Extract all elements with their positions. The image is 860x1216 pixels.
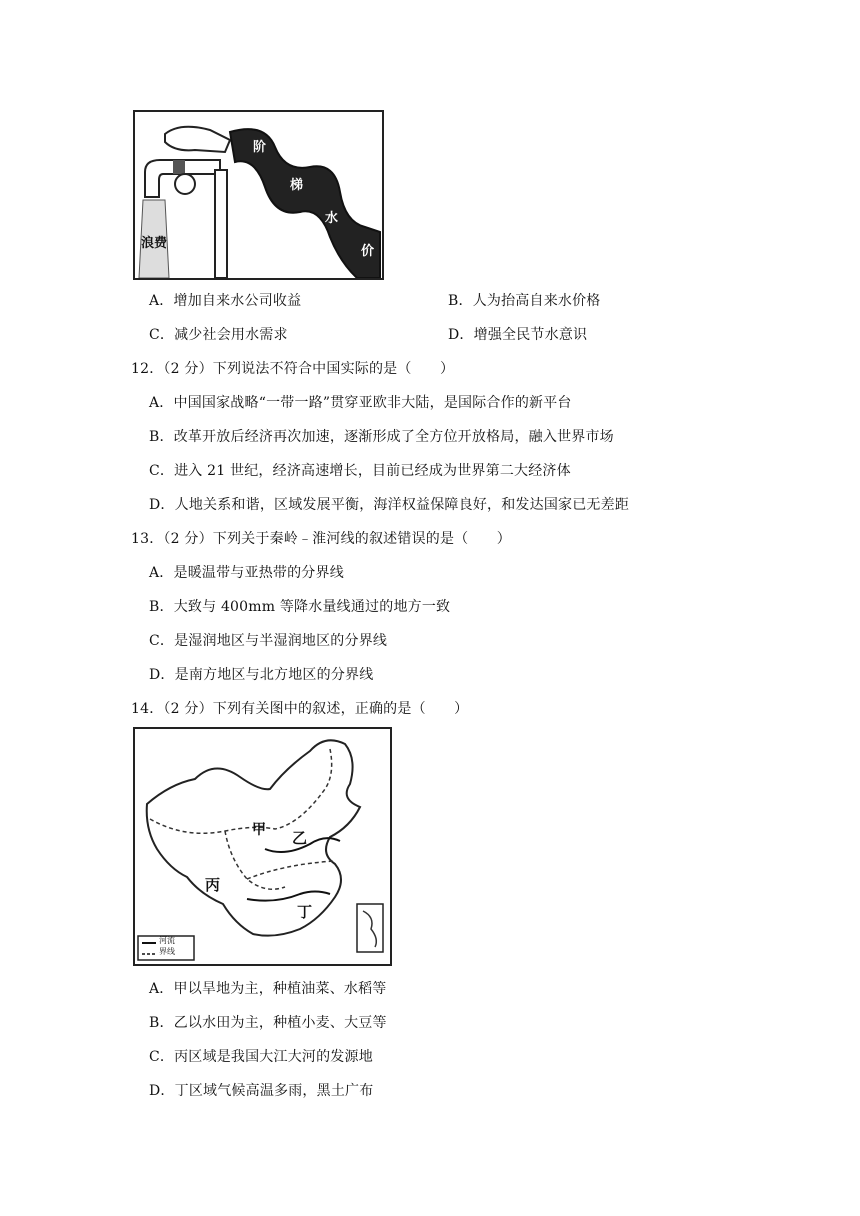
q11-option-b[interactable]: B．人为抬高自来水价格 bbox=[448, 293, 601, 309]
price-label-1: 阶 bbox=[253, 140, 267, 155]
price-label-2: 梯 bbox=[290, 178, 304, 193]
q12-option-a[interactable]: A．中国国家战略“一带一路”贯穿亚欧非大陆，是国际合作的新平台 bbox=[149, 395, 572, 411]
legend-river: 河流 bbox=[159, 936, 175, 945]
china-region-map bbox=[133, 727, 392, 966]
q12-option-d[interactable]: D．人地关系和谐，区域发展平衡，海洋权益保障良好，和发达国家已无差距 bbox=[149, 497, 630, 513]
region-jia-label: 甲 bbox=[252, 822, 266, 838]
region-ding-label: 丁 bbox=[297, 903, 313, 921]
q11-option-c[interactable]: C．减少社会用水需求 bbox=[149, 327, 288, 343]
q12-option-c[interactable]: C．进入 21 世纪，经济高速增长，目前已经成为世界第二大经济体 bbox=[149, 463, 571, 479]
q14-option-b[interactable]: B．乙以水田为主，种植小麦、大豆等 bbox=[149, 1015, 387, 1031]
q14-stem: 14．（2 分）下列有关图中的叙述，正确的是（ ） bbox=[131, 701, 469, 717]
china-outline bbox=[135, 729, 390, 964]
q11-option-d[interactable]: D．增强全民节水意识 bbox=[448, 327, 588, 343]
legend-boundary: 界线 bbox=[159, 947, 175, 956]
q13-option-a[interactable]: A．是暖温带与亚热带的分界线 bbox=[149, 565, 344, 581]
region-yi-label: 乙 bbox=[292, 829, 308, 847]
q14-option-a[interactable]: A．甲以旱地为主，种植油菜、水稻等 bbox=[149, 981, 387, 997]
q12-option-b[interactable]: B．改革开放后经济再次加速，逐渐形成了全方位开放格局，融入世界市场 bbox=[149, 429, 614, 445]
q13-stem: 13．（2 分）下列关于秦岭﹣淮河线的叙述错误的是（ ） bbox=[131, 531, 511, 547]
region-bing-label: 丙 bbox=[205, 876, 221, 894]
q13-option-c[interactable]: C．是湿润地区与半湿润地区的分界线 bbox=[149, 633, 388, 649]
q13-option-d[interactable]: D．是南方地区与北方地区的分界线 bbox=[149, 667, 374, 683]
waste-label: 浪费 bbox=[141, 236, 168, 251]
q14-option-d[interactable]: D．丁区域气候高温多雨，黑土广布 bbox=[149, 1083, 374, 1099]
price-label-3: 水 bbox=[325, 211, 339, 226]
tiered-water-price-cartoon bbox=[133, 110, 384, 280]
q14-option-c[interactable]: C．丙区域是我国大江大河的发源地 bbox=[149, 1049, 373, 1065]
q13-option-b[interactable]: B．大致与 400mm 等降水量线通过的地方一致 bbox=[149, 599, 451, 615]
price-label-4: 价 bbox=[361, 244, 375, 259]
q11-option-a[interactable]: A．增加自来水公司收益 bbox=[149, 293, 302, 309]
q12-stem: 12．（2 分）下列说法不符合中国实际的是（ ） bbox=[131, 361, 455, 377]
